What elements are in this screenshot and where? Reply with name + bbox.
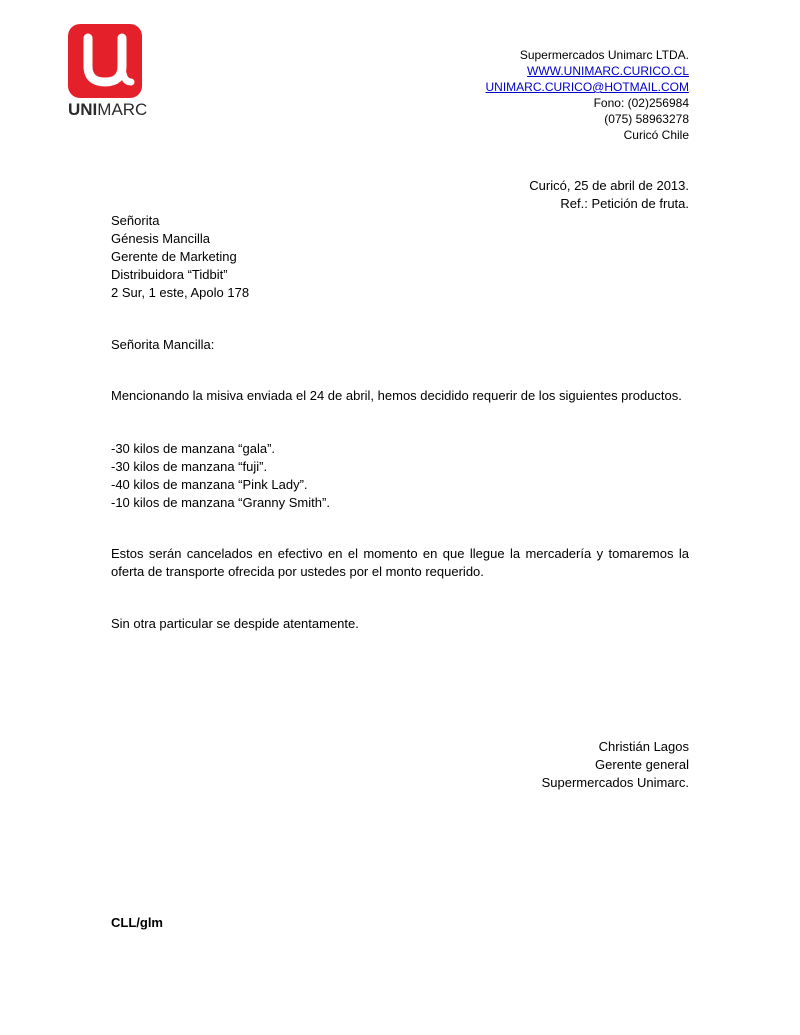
sender-company: Supermercados Unimarc LTDA. <box>519 48 689 62</box>
list-item: -30 kilos de manzana “fuji”. <box>111 459 268 474</box>
sender-contact-block <box>485 47 689 143</box>
logo-wordmark-light: MARC <box>97 100 148 119</box>
sender-phone: Fono: (02)256984 <box>593 96 689 110</box>
body-paragraph-intro: Mencionando la misiva enviada el 24 de abril, hemos decidido requerir de los siguientes productos. <box>111 388 682 403</box>
unimarc-logo <box>68 24 148 119</box>
signer-name: Christián Lagos <box>598 739 689 754</box>
logo-wordmark-bold: UNI <box>68 100 98 119</box>
salutation: Señorita Mancilla: <box>111 337 215 352</box>
sender-email-link[interactable]: UNIMARC.CURICO@HOTMAIL.COM <box>485 80 689 94</box>
recipient-position: Gerente de Marketing <box>111 249 237 264</box>
recipient-title: Señorita <box>111 213 160 228</box>
recipient-company: Distribuidora “Tidbit” <box>111 267 228 282</box>
unimarc-logo-icon <box>68 24 142 98</box>
recipient-address: 2 Sur, 1 este, Apolo 178 <box>111 285 250 300</box>
letter-date: Curicó, 25 de abril de 2013. <box>529 178 689 193</box>
recipient-block <box>111 212 249 302</box>
list-item: -40 kilos de manzana “Pink Lady”. <box>111 477 308 492</box>
date-reference-block <box>529 177 689 213</box>
signer-position: Gerente general <box>595 757 689 772</box>
signature-block <box>542 738 689 792</box>
list-item: -30 kilos de manzana “gala”. <box>111 441 276 456</box>
sender-website-link[interactable]: WWW.UNIMARC.CURICO.CL <box>527 64 689 78</box>
recipient-name: Génesis Mancilla <box>111 231 210 246</box>
signer-company: Supermercados Unimarc. <box>541 775 689 790</box>
order-list <box>111 440 330 512</box>
sender-city: Curicó Chile <box>623 128 689 142</box>
letter-reference: Ref.: Petición de fruta. <box>560 196 689 211</box>
logo-wordmark <box>68 100 148 120</box>
closing-line: Sin otra particular se despide atentamente. <box>111 616 359 631</box>
reference-initials: CLL/glm <box>111 915 163 930</box>
sender-phone-2: (075) 58963278 <box>604 112 689 126</box>
body-paragraph-payment: Estos serán cancelados en efectivo en el momento en que llegue la mercadería y tomaremos la oferta de transporte ofrecida por ustedes por el monto requerido. <box>111 546 689 579</box>
list-item: -10 kilos de manzana “Granny Smith”. <box>111 495 330 510</box>
